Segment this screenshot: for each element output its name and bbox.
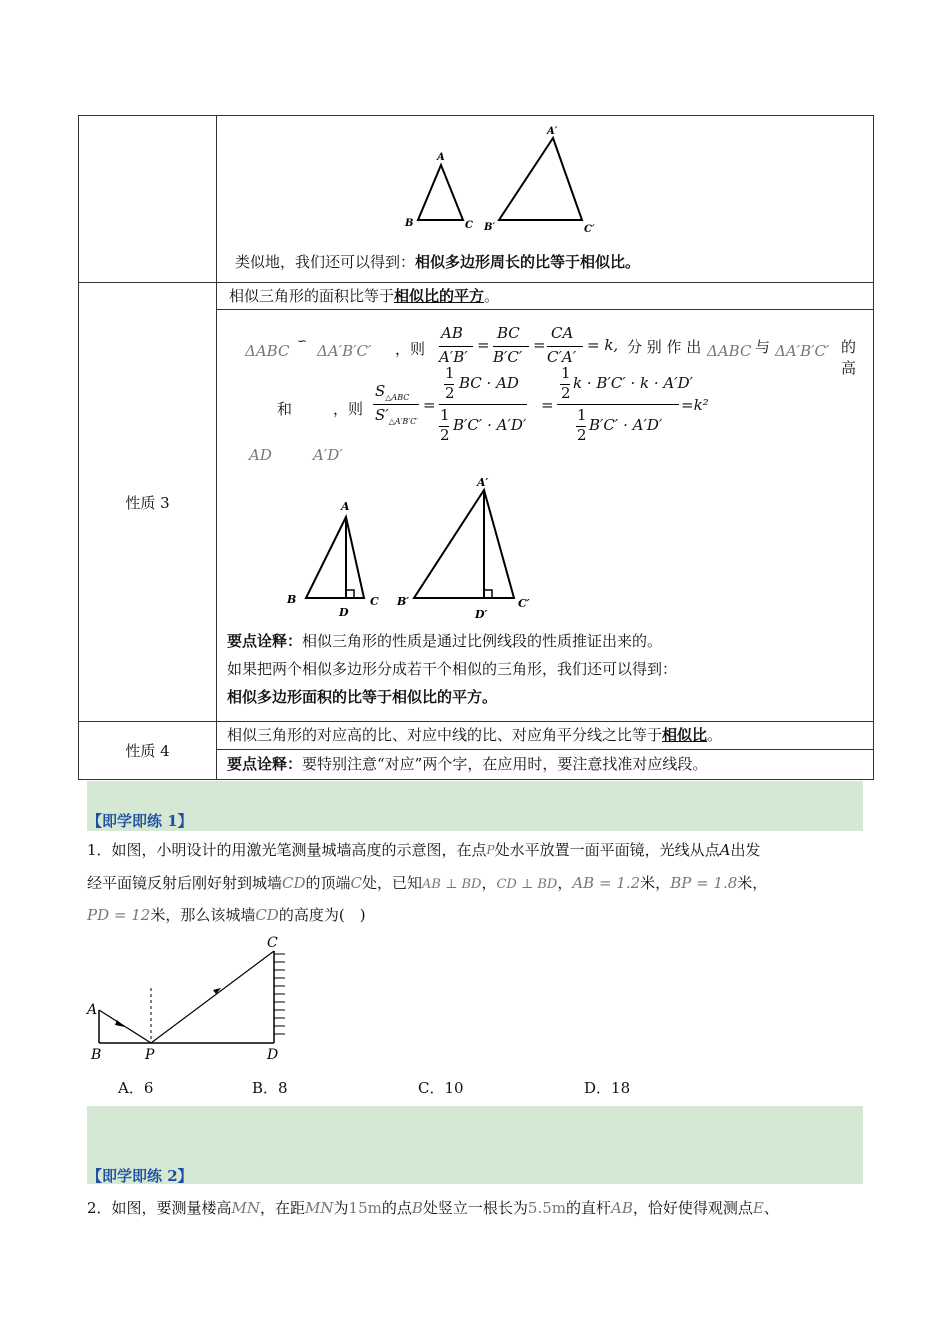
height-text: 的 高 bbox=[841, 338, 857, 377]
fig-label-a: A bbox=[341, 500, 350, 513]
note-line3: 相似多边形面积的比等于相似比的平方。 bbox=[227, 688, 498, 706]
wall-label-d: D bbox=[267, 1047, 279, 1063]
property3-proof-cell bbox=[217, 310, 874, 722]
q1-text-c: 出发 bbox=[730, 841, 761, 859]
triangle-apbpcp-alt bbox=[414, 490, 514, 598]
label-c: C bbox=[465, 220, 473, 231]
q2-text-c: 处，已知 bbox=[362, 874, 423, 892]
fig-label-d-prime: D′ bbox=[475, 608, 488, 621]
label-a-prime: A′ bbox=[547, 126, 558, 137]
q2-cd-bd: CD ⊥ BD bbox=[496, 877, 558, 892]
perimeter-bold: 相似多边形周长的比等于相似比。 bbox=[415, 253, 641, 271]
fig-label-d: D bbox=[339, 606, 349, 619]
frac2-bar bbox=[493, 346, 529, 347]
q2-c: C bbox=[350, 874, 363, 892]
option-b[interactable]: B．8 bbox=[252, 1079, 288, 1097]
eq2: = bbox=[533, 336, 546, 354]
q1-line2 bbox=[87, 872, 767, 896]
wall-label-p: P bbox=[145, 1047, 155, 1063]
fig-label-b: B bbox=[287, 593, 297, 606]
right-angle-d bbox=[346, 590, 354, 598]
big-frac1-half-den: 2 bbox=[445, 384, 455, 402]
area-underlined: 相似比的平方 bbox=[394, 287, 485, 305]
ex2-text-d: 的点 bbox=[381, 1199, 412, 1217]
eq-k: = k, bbox=[587, 336, 619, 354]
q3-cd: CD bbox=[255, 906, 279, 924]
p4-prefix: 相似三角形的对应高的比、对应中线的比、对应角平分线之比等于 bbox=[227, 726, 663, 744]
q2-text-b: 的顶端 bbox=[305, 874, 351, 892]
big-frac1-den: B′C′ · A′D′ bbox=[453, 416, 527, 434]
q1-line1 bbox=[87, 839, 761, 861]
perimeter-prefix: 类似地，我们还可以得到： bbox=[235, 253, 416, 271]
tri2: ΔA′B′C′ bbox=[775, 342, 830, 360]
property4-note bbox=[217, 750, 874, 780]
option-d[interactable]: D．18 bbox=[584, 1079, 631, 1097]
fig-label-a-prime: A′ bbox=[477, 476, 489, 489]
option-c[interactable]: C．10 bbox=[418, 1079, 464, 1097]
note-line2: 如果把两个相似多边形分成若干个相似的三角形，我们还可以得到： bbox=[227, 660, 678, 678]
q3-text-b: 的高度为( ) bbox=[278, 906, 366, 924]
similar-triangles-figure bbox=[305, 120, 595, 245]
exercise1-band bbox=[87, 781, 863, 831]
note-text: 相似三角形的性质是通过比例线段的性质推证出来的。 bbox=[302, 632, 663, 650]
property4-statement bbox=[217, 722, 874, 750]
perimeter-cell bbox=[217, 116, 874, 283]
and2: 和 bbox=[277, 400, 293, 418]
eq4: = bbox=[541, 396, 554, 414]
big-frac2-den-half-den: 2 bbox=[577, 426, 587, 444]
p4-underlined: 相似比 bbox=[662, 726, 708, 744]
big-frac2-half-den: 2 bbox=[561, 384, 571, 402]
wall-hatching bbox=[274, 954, 285, 1034]
ex2-b: B bbox=[411, 1199, 423, 1217]
exercise2-title: 【即学即练 2】 bbox=[87, 1167, 193, 1185]
ex2-text-a: 2．如图，要测量楼高 bbox=[87, 1199, 232, 1217]
s-den-sub: △A′B′C′ bbox=[388, 417, 419, 426]
q1-text-a: 1．如图，小明设计的用激光笔测量城墙高度的示意图，在点 bbox=[87, 841, 487, 859]
ex2-15m: 15m bbox=[348, 1199, 382, 1217]
frac3-bar bbox=[547, 346, 583, 347]
frac2-den: B′C′ bbox=[493, 348, 523, 366]
properties-table bbox=[78, 115, 874, 780]
ex2-e: E bbox=[752, 1199, 764, 1217]
note-line1 bbox=[227, 630, 847, 652]
area-suffix: 。 bbox=[484, 287, 500, 305]
tri1: ΔABC bbox=[707, 342, 752, 360]
ex2-text-h: 、 bbox=[763, 1199, 779, 1217]
sim-sign: ∽ bbox=[297, 334, 308, 348]
incident-ray bbox=[99, 1010, 151, 1043]
q2-text-a: 经平面镜反射后刚好射到城墙 bbox=[87, 874, 283, 892]
label-b: B bbox=[405, 218, 414, 229]
q2-mi1: 米， bbox=[640, 874, 671, 892]
p4-note-label: 要点诠释： bbox=[227, 755, 303, 773]
frac1-num: AB bbox=[441, 324, 463, 342]
exercise1-title: 【即学即练 1】 bbox=[87, 812, 193, 830]
property3-label: 性质 3 bbox=[79, 283, 217, 722]
triangle-abc bbox=[418, 165, 463, 220]
ex2-text-g: ，恰好使得观测点 bbox=[632, 1199, 753, 1217]
ex2-text-e: 处竖立一根长为 bbox=[422, 1199, 528, 1217]
ex2-mn2: MN bbox=[305, 1199, 334, 1217]
frac3-den: C′A′ bbox=[547, 348, 577, 366]
s-den-letter: S′ bbox=[375, 406, 389, 424]
fig-label-c: C bbox=[370, 595, 379, 608]
frac1-bar bbox=[439, 346, 473, 347]
s-den bbox=[375, 406, 418, 426]
big-frac1-den-half-den: 2 bbox=[440, 426, 450, 444]
wall-label-a: A bbox=[87, 1002, 98, 1018]
perimeter-statement bbox=[235, 251, 640, 273]
ex2-55m: 5.5m bbox=[527, 1199, 567, 1217]
right-angle-dp bbox=[484, 590, 492, 598]
note-label: 要点诠释： bbox=[227, 632, 303, 650]
ex2-text-b: ，在距 bbox=[260, 1199, 306, 1217]
p4-note-text: 要特别注意“对应”两个字，在应用时，要注意找准对应线段。 bbox=[302, 755, 708, 773]
wall-measurement-figure bbox=[85, 932, 315, 1067]
q2-cd: CD bbox=[282, 874, 306, 892]
big-frac1-half-num: 1 bbox=[445, 364, 455, 382]
property4-label: 性质 4 bbox=[79, 722, 217, 780]
frac1-den: A′B′ bbox=[439, 348, 468, 366]
result-k2: =k² bbox=[681, 396, 709, 414]
big-frac2-num: k · B′C′ · k · A′D′ bbox=[573, 374, 694, 392]
area-prefix: 相似三角形的面积比等于 bbox=[229, 287, 395, 305]
big-frac2-half-num: 1 bbox=[561, 364, 571, 382]
apdp-segment: A′D′ bbox=[313, 446, 343, 464]
label-b-prime: B′ bbox=[484, 222, 496, 233]
then1: ，则 bbox=[395, 340, 426, 358]
property3-statement bbox=[217, 283, 874, 310]
s-bar bbox=[373, 404, 419, 405]
proof-line1 bbox=[245, 324, 865, 377]
and-text: 与 bbox=[755, 338, 771, 356]
big-frac2-den: B′C′ · A′D′ bbox=[589, 416, 663, 434]
sim-right: ΔA′B′C′ bbox=[317, 342, 372, 360]
then2: ，则 bbox=[333, 400, 364, 418]
ex2-text-f: 的直杆 bbox=[566, 1199, 612, 1217]
q3-pd: PD = 12 bbox=[87, 906, 151, 924]
big-frac2-bar bbox=[557, 404, 679, 405]
eq3: = bbox=[423, 396, 436, 414]
q2-line1 bbox=[87, 1197, 779, 1219]
fig-label-c-prime: C′ bbox=[518, 597, 530, 610]
reflected-ray bbox=[151, 951, 274, 1043]
big-frac1-num: BC · AD bbox=[459, 374, 519, 392]
property3-notes bbox=[227, 630, 847, 708]
s-num bbox=[375, 382, 409, 402]
q2-comma: ， bbox=[481, 874, 497, 892]
sim-left: ΔABC bbox=[245, 342, 290, 360]
q2-ab-bd: AB ⊥ BD bbox=[422, 877, 482, 892]
frac2-num: BC bbox=[497, 324, 520, 342]
q2-mi2: 米， bbox=[737, 874, 768, 892]
triangle-abc-alt bbox=[306, 517, 364, 598]
q2-bp: BP = 1.8 bbox=[670, 874, 738, 892]
big-frac1-den-half-num: 1 bbox=[440, 406, 450, 424]
option-a[interactable]: A．6 bbox=[118, 1079, 154, 1097]
draw-text: 分 别 作 出 bbox=[627, 338, 702, 356]
eq1: = bbox=[477, 336, 490, 354]
triangle-apbpcp bbox=[499, 138, 582, 220]
q1-text-b: 处水平放置一面平面镜，光线从点 bbox=[494, 841, 720, 859]
ex2-ab: AB bbox=[611, 1199, 633, 1217]
label-c-prime: C′ bbox=[584, 224, 595, 235]
ex2-text-c: 为 bbox=[333, 1199, 349, 1217]
altitude-triangles-figure bbox=[281, 476, 581, 640]
big-frac2-den-half-num: 1 bbox=[577, 406, 587, 424]
empty-label-cell bbox=[79, 116, 217, 283]
s-num-sub: △ABC bbox=[385, 393, 410, 402]
q1-a: A bbox=[719, 841, 731, 859]
fig-label-b-prime: B′ bbox=[397, 595, 410, 608]
label-a: A bbox=[437, 152, 445, 163]
q2-ab: AB = 1.2 bbox=[572, 874, 641, 892]
ad-segment: AD bbox=[249, 446, 272, 464]
proof-line2 bbox=[245, 364, 845, 470]
q1-line3 bbox=[87, 904, 366, 926]
ex2-mn: MN bbox=[231, 1199, 261, 1217]
big-frac1-bar bbox=[439, 404, 527, 405]
exercise2-band bbox=[87, 1106, 863, 1184]
q3-text-a: 米，那么该城墙 bbox=[150, 906, 256, 924]
s-num-letter: S bbox=[375, 382, 386, 400]
q1-p: P bbox=[486, 843, 495, 857]
q2-comma2: ， bbox=[557, 874, 573, 892]
p4-suffix: 。 bbox=[707, 726, 723, 744]
wall-label-c: C bbox=[267, 935, 278, 951]
wall-label-b: B bbox=[91, 1047, 102, 1063]
frac3-num: CA bbox=[551, 324, 574, 342]
